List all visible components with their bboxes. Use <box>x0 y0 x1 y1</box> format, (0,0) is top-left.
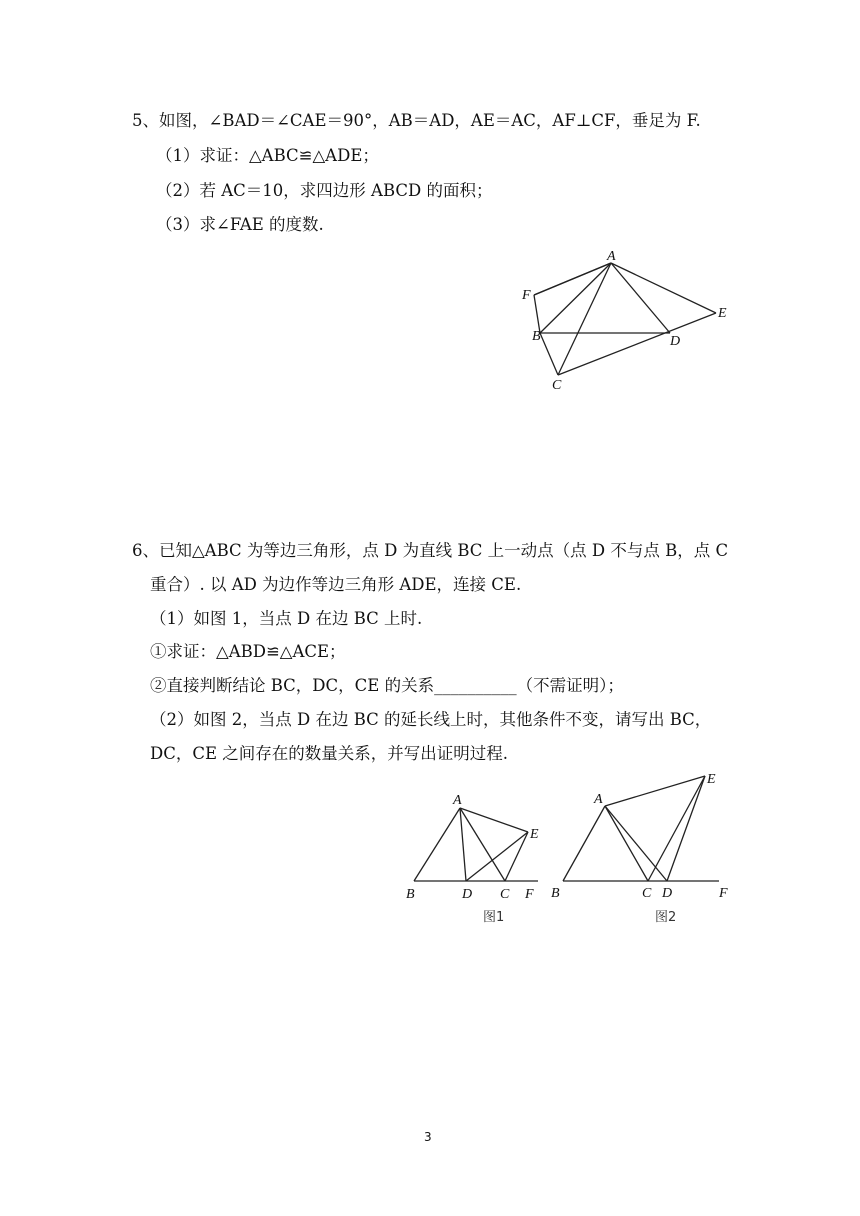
label-B: B <box>532 329 541 344</box>
fig1-label-F: F <box>525 887 534 902</box>
fig2-caption: 图2 <box>655 910 677 925</box>
problem6-q1-a: ①求证：△ABD≌△ACE； <box>150 642 346 661</box>
fig1-label-B: B <box>406 887 415 902</box>
label-F: F <box>522 288 531 303</box>
fig1-label-C: C <box>500 887 510 902</box>
fig1-label-D: D <box>462 887 473 902</box>
problem5-q1: （1）求证：△ABC≌△ADE； <box>156 146 379 165</box>
fig2-label-E: E <box>707 772 716 787</box>
fig2-label-D: D <box>662 886 673 901</box>
problem6-figure2 <box>545 765 745 937</box>
problem6-q1: （1）如图 1，当点 D 在边 BC 上时. <box>150 609 423 628</box>
problem5-figure <box>510 245 740 399</box>
fig1-caption: 图1 <box>483 910 505 925</box>
problem6-q1-b: ②直接判断结论 BC，DC，CE 的关系__________（不需证明）； <box>150 676 624 695</box>
problem5-stem: 5、如图，∠BAD＝∠CAE＝90°，AB＝AD，AE＝AC，AF⊥CF，垂足为 F. <box>132 111 701 130</box>
label-C: C <box>552 378 562 393</box>
fig1-label-E: E <box>530 827 539 842</box>
fig1-label-A: A <box>453 793 462 808</box>
label-D: D <box>670 334 681 349</box>
label-A: A <box>607 249 616 264</box>
page-number: 3 <box>424 1130 432 1144</box>
problem6-stem-line2: 重合）. 以 AD 为边作等边三角形 ADE，连接 CE. <box>150 575 522 594</box>
problem6-q2-line1: （2）如图 2，当点 D 在边 BC 的延长线上时，其他条件不变，请写出 BC， <box>150 710 712 729</box>
problem6-q2-line2: DC，CE 之间存在的数量关系，并写出证明过程. <box>150 744 509 763</box>
fig2-label-C: C <box>642 886 652 901</box>
problem5-q2: （2）若 AC＝10，求四边形 ABCD 的面积； <box>156 181 493 200</box>
label-E: E <box>718 306 727 321</box>
fig2-label-A: A <box>594 792 603 807</box>
fig2-label-B: B <box>551 886 560 901</box>
problem6-stem-line1: 6、已知△ABC 为等边三角形，点 D 为直线 BC 上一动点（点 D 不与点 B，点 C <box>132 541 729 560</box>
fig2-label-F: F <box>719 886 728 901</box>
problem5-q3: （3）求∠FAE 的度数. <box>156 215 324 234</box>
problem6-figure1 <box>398 788 548 937</box>
